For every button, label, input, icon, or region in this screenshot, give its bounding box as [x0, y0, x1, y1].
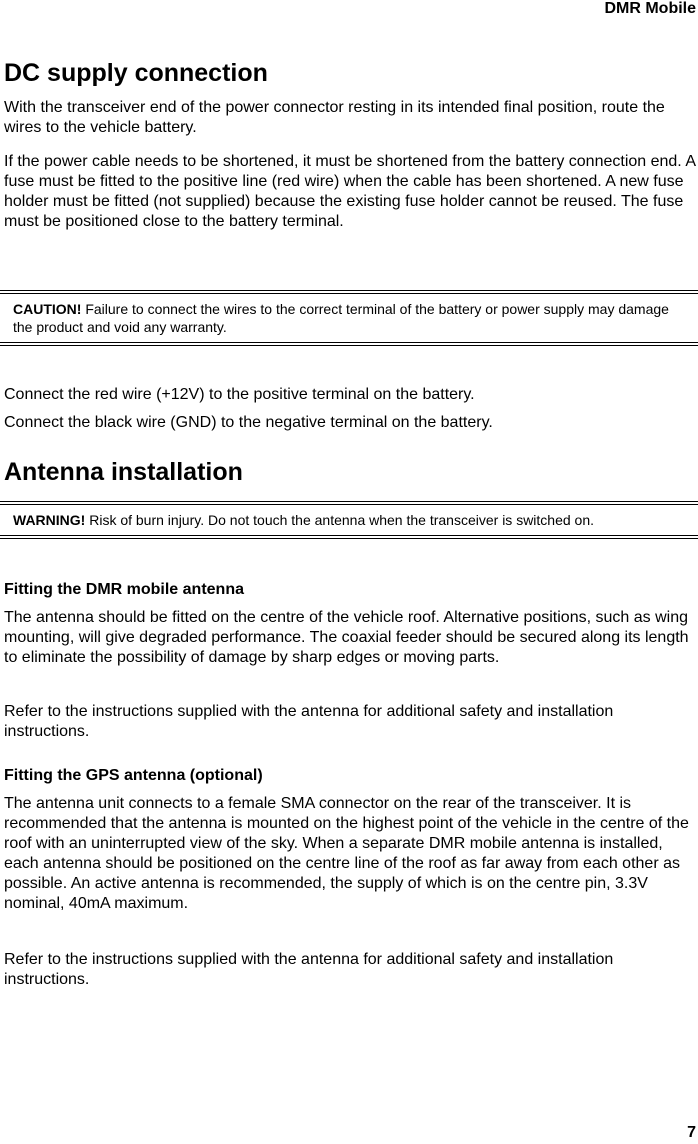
subheading-gps-antenna: Fitting the GPS antenna (optional) [4, 767, 263, 784]
running-header: DMR Mobile [604, 0, 696, 17]
section-title-antenna: Antenna installation [4, 458, 243, 486]
paragraph-dmr-refer: Refer to the instructions supplied with the antenna for additional safety and installation instructions. [4, 703, 614, 740]
warning-box [0, 501, 698, 539]
caution-label: CAUTION! [13, 301, 82, 317]
caution-text [0, 294, 698, 342]
subheading-dmr-antenna: Fitting the DMR mobile antenna [4, 581, 244, 598]
warning-label: WARNING! [13, 512, 86, 528]
warning-text [0, 505, 698, 535]
paragraph-shorten-cable: If the power cable needs to be shortened, it must be shortened from the battery connection end. A fuse must be fitted to the positive line (red wire) when the cable has been shortened. A new fuse holder must be fitted (not supplied) because the existing fuse holder cannot be reused. The fuse must be positioned close to the battery terminal. [4, 153, 696, 230]
page-number: 7 [687, 1124, 696, 1141]
paragraph-gps-placement: The antenna unit connects to a female SMA connector on the rear of the transceiver. It is recommended that the antenna is mounted on the highest point of the vehicle in the centre of the roof with an uninterrupted view of the sky. When a separate DMR mobile antenna is installed, each antenna should be positioned on the centre line of the roof as far away from each other as possible. An active antenna is recommended, the supply of which is on the centre pin, 3.3V nominal, 40mA maximum. [4, 795, 689, 912]
paragraph-gps-refer: Refer to the instructions supplied with the antenna for additional safety and installation instructions. [4, 951, 614, 988]
section-title-dc-supply: DC supply connection [4, 59, 268, 87]
caution-box [0, 290, 698, 346]
paragraph-route-wires: With the transceiver end of the power connector resting in its intended final position, route the wires to the vehicle battery. [4, 99, 665, 136]
step-red-wire: Connect the red wire (+12V) to the positive terminal on the battery. [4, 386, 475, 403]
paragraph-dmr-placement: The antenna should be fitted on the centre of the vehicle roof. Alternative positions, such as wing mounting, will give degraded performance. The coaxial feeder should be secured along its length to eliminate the possibility of damage by sharp edges or moving parts. [4, 609, 689, 666]
warning-body: Risk of burn injury. Do not touch the antenna when the transceiver is switched on. [85, 512, 595, 528]
caution-body: Failure to connect the wires to the correct terminal of the battery or power supply may damage the product and void any warranty. [13, 301, 669, 335]
step-black-wire: Connect the black wire (GND) to the negative terminal on the battery. [4, 414, 493, 431]
